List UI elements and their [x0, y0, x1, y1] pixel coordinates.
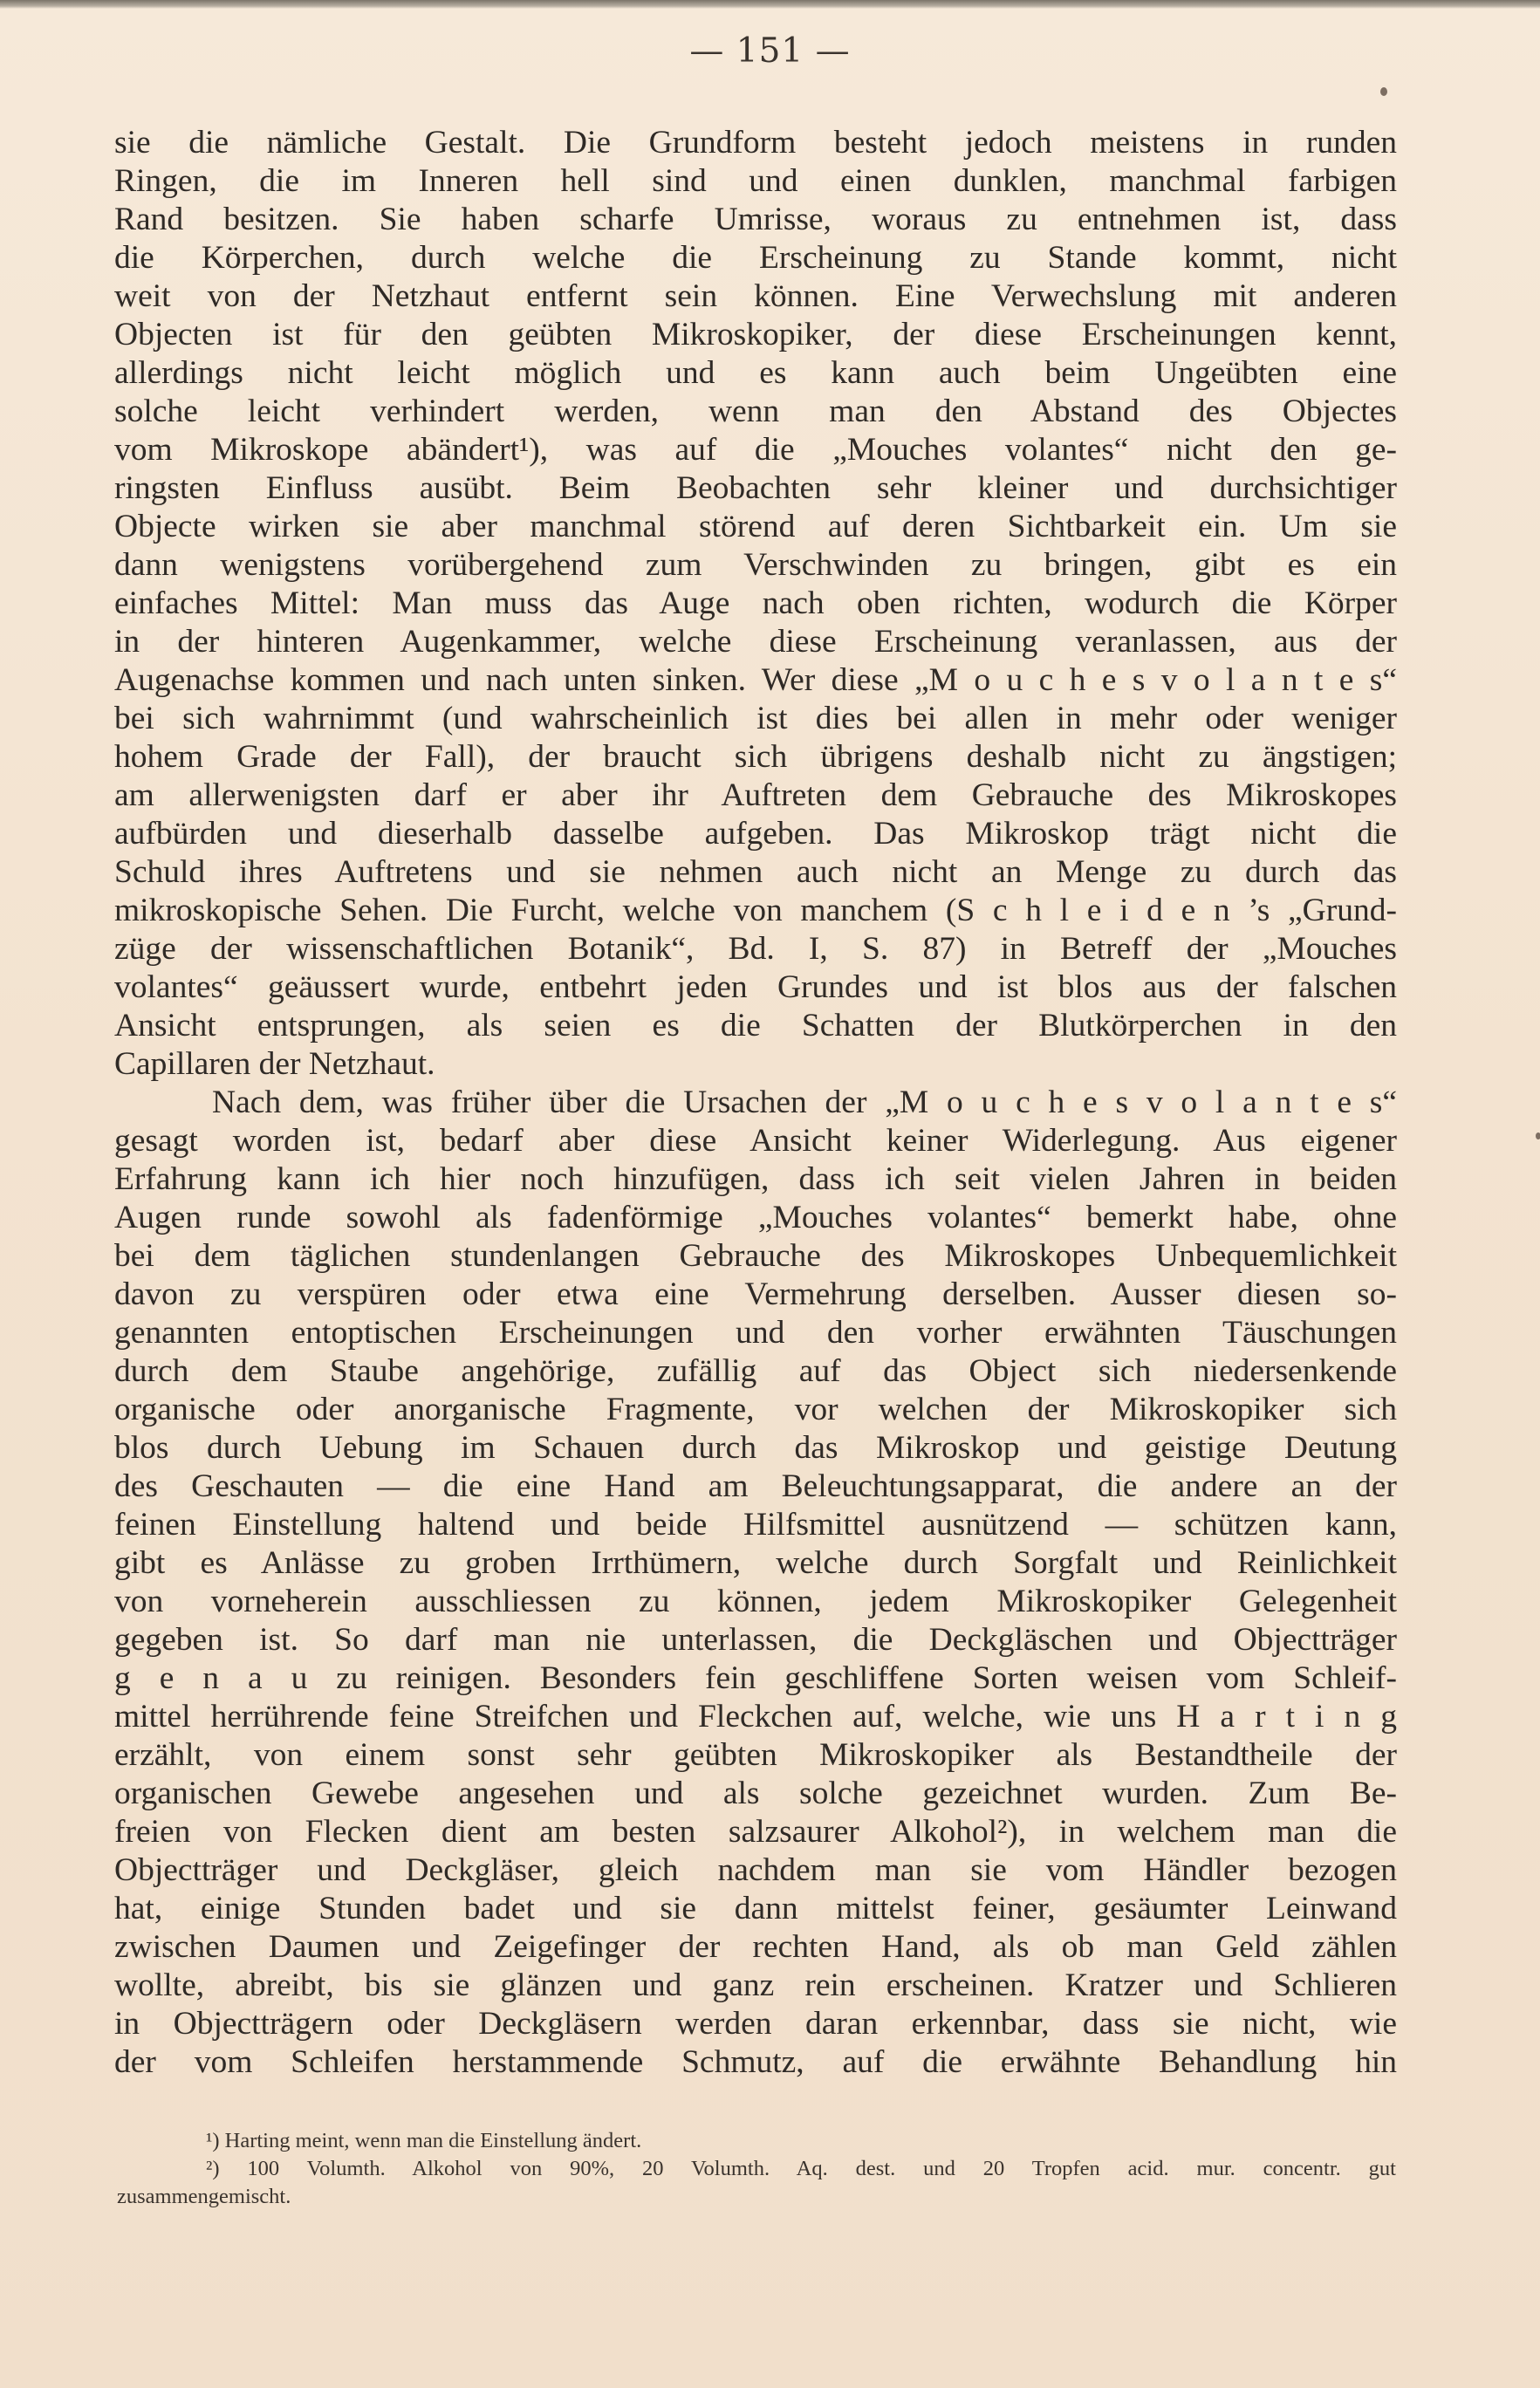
text-line: vom Mikroskope abändert¹), was auf die „Mouches volantes“ nicht den ge- [114, 432, 1397, 468]
text-line: Rand besitzen. Sie haben scharfe Umrisse, woraus zu entnehmen ist, dass [114, 202, 1397, 237]
text-line: des Geschauten — die eine Hand am Beleuchtungsapparat, die andere an der [114, 1468, 1397, 1504]
text-line: weit von der Netzhaut entfernt sein können. Eine Verwechslung mit anderen [114, 278, 1397, 314]
text-line: organischen Gewebe angesehen und als solche gezeichnet wurden. Zum Be- [114, 1776, 1397, 1811]
text-line: Objecten ist für den geübten Mikroskopiker, der diese Erscheinungen kennt, [114, 317, 1397, 352]
text-line: mikroskopische Sehen. Die Furcht, welche von manchem (S c h l e i d e n ’s „Grund- [114, 893, 1397, 928]
text-line: solche leicht verhindert werden, wenn man den Abstand des Objectes [114, 393, 1397, 429]
text-line: bei sich wahrnimmt (und wahrscheinlich ist dies bei allen in mehr oder weniger [114, 701, 1397, 736]
text-line: Schuld ihres Auftretens und sie nehmen auch nicht an Menge zu durch das [114, 854, 1397, 890]
text-line: sie die nämliche Gestalt. Die Grundform besteht jedoch meistens in runden [114, 125, 1397, 161]
text-line: wollte, abreibt, bis sie glänzen und ganz rein erscheinen. Kratzer und Schlieren [114, 1967, 1397, 2003]
text-line: gesagt worden ist, bedarf aber diese Ansicht keiner Widerlegung. Aus eigener [114, 1123, 1397, 1159]
footnotes [117, 2127, 1396, 2211]
paper-speck [1536, 1132, 1540, 1139]
text-line: genannten entoptischen Erscheinungen und den vorher erwähnten Täuschungen [114, 1315, 1397, 1351]
text-line: Ringen, die im Inneren hell sind und einen dunklen, manchmal farbigen [114, 163, 1397, 199]
text-line: Objecte wirken sie aber manchmal störend auf deren Sichtbarkeit ein. Um sie [114, 509, 1397, 544]
page-top-edge [0, 0, 1540, 9]
text-line: aufbürden und dieserhalb dasselbe aufgeben. Das Mikroskop trägt nicht die [114, 816, 1397, 852]
text-line: Capillaren der Netzhaut. [114, 1046, 435, 1082]
text-line: der vom Schleifen herstammende Schmutz, auf die erwähnte Behandlung hin [114, 2044, 1397, 2080]
text-line: bei dem täglichen stundenlangen Gebrauche des Mikroskopes Unbequemlichkeit [114, 1238, 1397, 1274]
text-line: g e n a u zu reinigen. Besonders fein geschliffene Sorten weisen vom Schleif- [114, 1660, 1397, 1696]
text-line: hat, einige Stunden badet und sie dann mittelst feiner, gesäumter Leinwand [114, 1891, 1397, 1926]
footnote-2: ²) 100 Volumth. Alkohol von 90%, 20 Volumth. Aq. dest. und 20 Tropfen acid. mur. concentr. gut [206, 2157, 1396, 2180]
footnote-1: ¹) Harting meint, wenn man die Einstellung ändert. [206, 2129, 642, 2152]
text-line: Nach dem, was früher über die Ursachen der „M o u c h e s v o l a n t e s“ [212, 1085, 1397, 1120]
text-line: davon zu verspüren oder etwa eine Vermehrung derselben. Ausser diesen so- [114, 1276, 1397, 1312]
text-line: feinen Einstellung haltend und beide Hilfsmittel ausnützend — schützen kann, [114, 1507, 1397, 1543]
text-line: blos durch Uebung im Schauen durch das Mikroskop und geistige Deutung [114, 1430, 1397, 1466]
text-line: ringsten Einfluss ausübt. Beim Beobachten sehr kleiner und durchsichtiger [114, 470, 1397, 506]
text-line: gegeben ist. So darf man nie unterlassen, die Deckgläschen und Objectträger [114, 1622, 1397, 1658]
text-line: organische oder anorganische Fragmente, vor welchen der Mikroskopiker sich [114, 1392, 1397, 1427]
text-line: von vorneherein ausschliessen zu können, jedem Mikroskopiker Gelegenheit [114, 1584, 1397, 1619]
text-line: Ansicht entsprungen, als seien es die Schatten der Blutkörperchen in den [114, 1008, 1397, 1043]
text-line: die Körperchen, durch welche die Erscheinung zu Stande kommt, nicht [114, 240, 1397, 276]
text-line: Objectträger und Deckgläser, gleich nachdem man sie vom Händler bezogen [114, 1852, 1397, 1888]
text-line: Augen runde sowohl als fadenförmige „Mouches volantes“ bemerkt habe, ohne [114, 1200, 1397, 1235]
text-line: allerdings nicht leicht möglich und es kann auch beim Ungeübten eine [114, 355, 1397, 391]
text-line: Erfahrung kann ich hier noch hinzufügen, dass ich seit vielen Jahren in beiden [114, 1161, 1397, 1197]
text-line: einfaches Mittel: Man muss das Auge nach oben richten, wodurch die Körper [114, 585, 1397, 621]
text-line: dann wenigstens vorübergehend zum Verschwinden zu bringen, gibt es ein [114, 547, 1397, 583]
body-text [114, 124, 1397, 2082]
text-line: hohem Grade der Fall), der braucht sich übrigens deshalb nicht zu ängstigen; [114, 739, 1397, 775]
paper-speck [1380, 87, 1387, 96]
text-line: volantes“ geäussert wurde, entbehrt jeden Grundes und ist blos aus der falschen [114, 969, 1397, 1005]
text-line: erzählt, von einem sonst sehr geübten Mikroskopiker als Bestandtheile der [114, 1737, 1397, 1773]
text-line: freien von Flecken dient am besten salzsaurer Alkohol²), in welchem man die [114, 1814, 1397, 1850]
page-number: — 151 — [689, 31, 851, 71]
text-line: zwischen Daumen und Zeigefinger der rechten Hand, als ob man Geld zählen [114, 1929, 1397, 1965]
text-line: gibt es Anlässe zu groben Irrthümern, welche durch Sorgfalt und Reinlichkeit [114, 1545, 1397, 1581]
text-line: züge der wissenschaftlichen Botanik“, Bd. I, S. 87) in Betreff der „Mouches [114, 931, 1397, 967]
footnote-2-continuation: zusammengemischt. [117, 2185, 291, 2208]
text-line: am allerwenigsten darf er aber ihr Auftreten dem Gebrauche des Mikroskopes [114, 777, 1397, 813]
text-line: durch dem Staube angehörige, zufällig auf das Object sich niedersenkende [114, 1353, 1397, 1389]
text-line: Augenachse kommen und nach unten sinken. Wer diese „M o u c h e s v o l a n t e s“ [114, 662, 1397, 698]
text-line: in Objectträgern oder Deckgläsern werden daran erkennbar, dass sie nicht, wie [114, 2006, 1397, 2042]
text-line: mittel herrührende feine Streifchen und Fleckchen auf, welche, wie uns H a r t i n g [114, 1699, 1397, 1735]
text-line: in der hinteren Augenkammer, welche diese Erscheinung veranlassen, aus der [114, 624, 1397, 660]
